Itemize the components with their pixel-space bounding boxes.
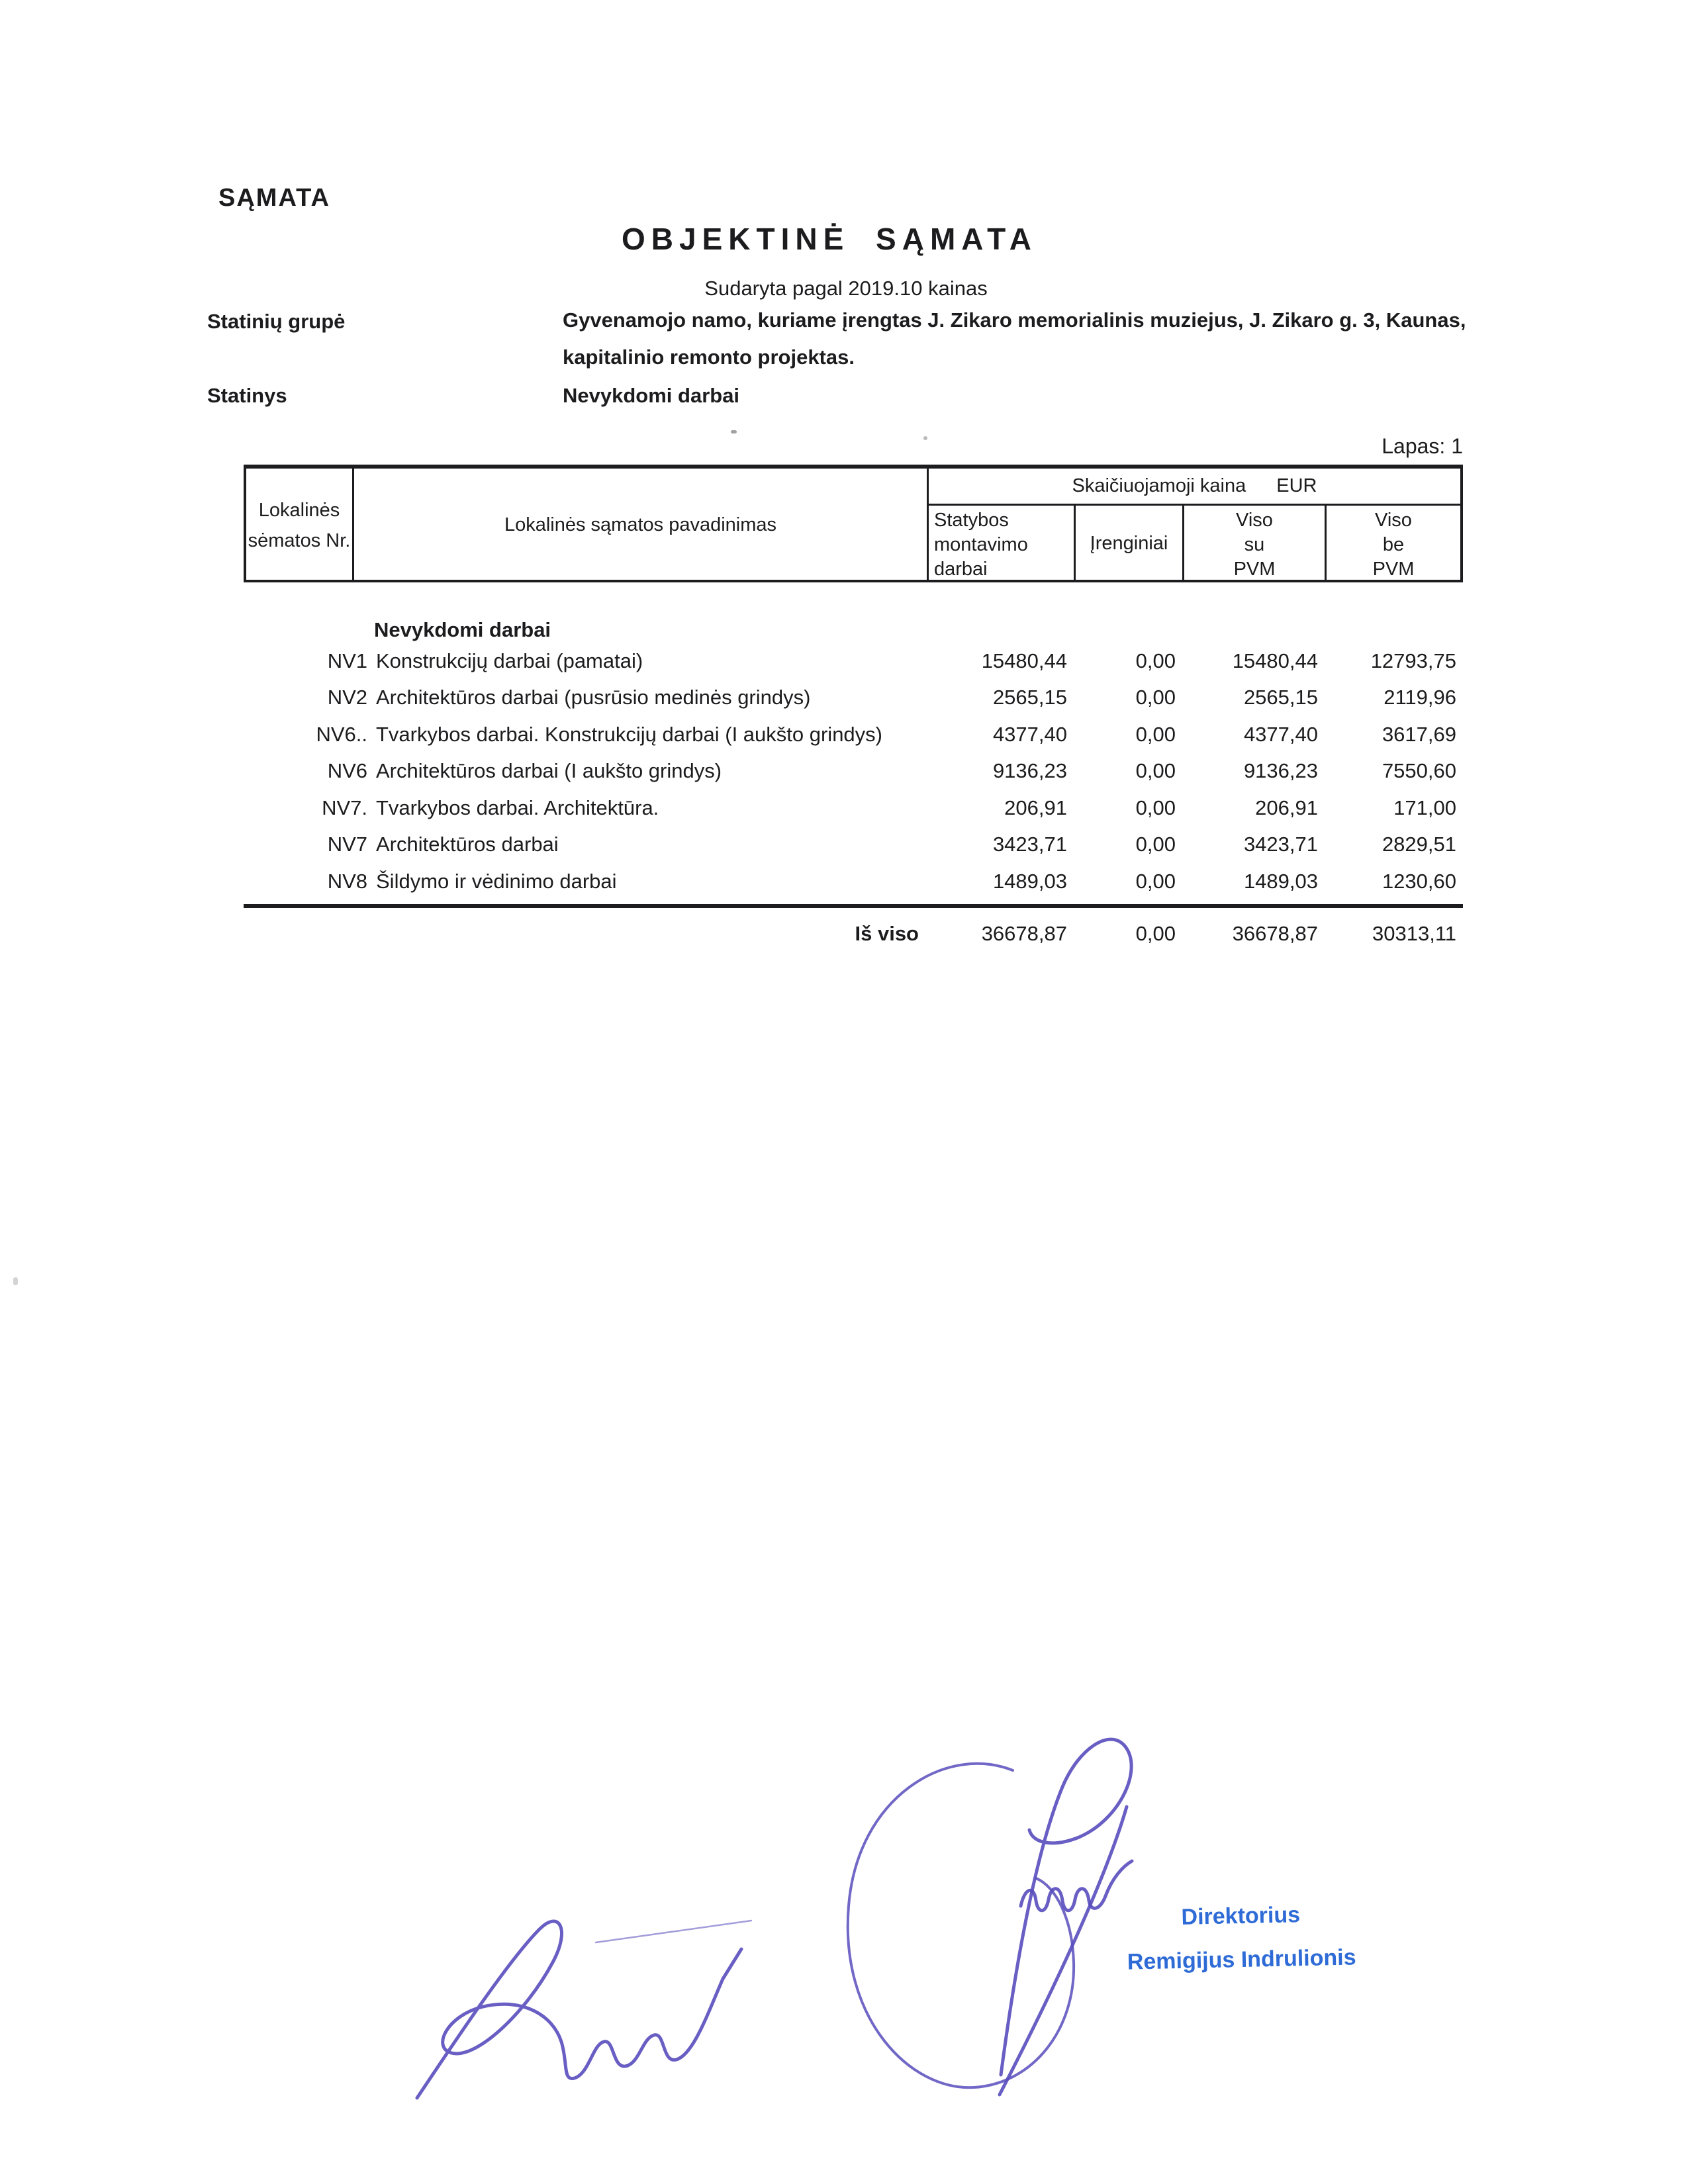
column-header-price-group [929, 469, 1460, 506]
column-header-estimate-name: Lokalinės sąmatos pavadinimas [354, 469, 929, 582]
total-equipment: 0,00 [1135, 922, 1176, 945]
totals-separator-line [244, 904, 1463, 908]
table-row [244, 684, 1463, 711]
row-title: Tvarkybos darbai. Konstrukcijų darbai (I aukšto grindys) [376, 723, 882, 746]
column-header-estimate-nr [246, 469, 354, 582]
row-nr: NV1 [327, 649, 367, 672]
director-role: Direktorius [1181, 1902, 1301, 1930]
row-nr: NV6 [327, 759, 367, 782]
row-value-equipment: 0,00 [1135, 686, 1176, 709]
row-value-equipment: 0,00 [1135, 796, 1176, 819]
construction-works-line2: montavimo [934, 534, 1028, 555]
row-value-without-vat: 171,00 [1393, 796, 1456, 819]
row-nr: NV2 [327, 686, 367, 709]
row-value-with-vat: 2565,15 [1243, 686, 1318, 709]
construction-works-line3: darbai [934, 559, 988, 580]
table-row [244, 647, 1463, 675]
total-without-vat-line3: PVM [1372, 559, 1415, 580]
row-nr: NV6.. [316, 723, 367, 746]
row-value-equipment: 0,00 [1135, 723, 1176, 746]
column-header-total-without-vat [1327, 506, 1460, 582]
row-nr: NV7. [322, 796, 367, 819]
column-header-equipment: Įrenginiai [1076, 506, 1184, 582]
section-header: Nevykdomi darbai [374, 618, 551, 641]
total-with-vat-line1: Viso [1236, 510, 1273, 531]
row-value-without-vat: 2829,51 [1382, 833, 1456, 856]
row-value-with-vat: 4377,40 [1243, 723, 1318, 746]
row-title: Architektūros darbai [376, 833, 559, 856]
total-with-vat-line2: su [1244, 534, 1265, 555]
price-group-label: Skaičiuojamoji kaina [1072, 475, 1246, 496]
row-nr: NV8 [327, 870, 367, 893]
row-value-without-vat: 12793,75 [1370, 649, 1456, 672]
signature-stamp-text [1095, 1891, 1388, 1984]
row-value-without-vat: 2119,96 [1383, 686, 1456, 709]
row-value-with-vat: 206,91 [1255, 796, 1318, 819]
row-value-with-vat: 3423,71 [1243, 833, 1318, 856]
document-type-label: SĄMATA [218, 184, 330, 212]
row-value-construction: 9136,23 [992, 759, 1067, 782]
row-nr: NV7 [327, 833, 367, 856]
scan-speck [731, 430, 737, 433]
building-group-label: Statinių grupė [207, 310, 346, 333]
building-group-value-line2: kapitalinio remonto projektas. [563, 345, 855, 369]
row-value-without-vat: 1230,60 [1382, 870, 1456, 893]
row-title: Šildymo ir vėdinimo darbai [376, 870, 617, 893]
row-title: Architektūros darbai (I aukšto grindys) [376, 759, 722, 782]
row-value-construction: 2565,15 [992, 686, 1067, 709]
total-construction: 36678,87 [981, 922, 1067, 945]
row-value-construction: 4377,40 [992, 723, 1067, 746]
scan-speck [923, 436, 927, 440]
sheet-number: Lapas: 1 [1382, 434, 1463, 458]
table-row [244, 831, 1463, 858]
table-header [244, 465, 1463, 582]
row-value-without-vat: 7550,60 [1382, 759, 1456, 782]
building-value: Nevykdomi darbai [563, 384, 740, 407]
row-value-with-vat: 15480,44 [1232, 649, 1318, 672]
row-value-without-vat: 3617,69 [1382, 723, 1456, 746]
column-header-estimate-nr-line1: Lokalinės [258, 499, 340, 521]
totals-row [244, 920, 1463, 948]
row-value-with-vat: 1489,03 [1243, 870, 1318, 893]
row-value-equipment: 0,00 [1135, 649, 1176, 672]
table-row [244, 868, 1463, 895]
building-label: Statinys [207, 384, 287, 407]
column-header-total-with-vat [1184, 506, 1327, 582]
row-value-construction: 3423,71 [992, 833, 1067, 856]
row-value-construction: 15480,44 [981, 649, 1067, 672]
row-value-equipment: 0,00 [1135, 870, 1176, 893]
signature-left [397, 1880, 755, 2111]
column-header-construction-works [929, 506, 1076, 582]
column-header-estimate-nr-line2: sėmatos Nr. [248, 529, 351, 551]
row-title: Architektūros darbai (pusrūsio medinės grindys) [376, 686, 811, 709]
total-without-vat: 30313,11 [1372, 922, 1456, 945]
total-without-vat-line2: be [1382, 534, 1405, 555]
director-name: Remigijus Indrulionis [1127, 1944, 1356, 1975]
row-value-equipment: 0,00 [1135, 833, 1176, 856]
row-value-with-vat: 9136,23 [1243, 759, 1318, 782]
currency-label: EUR [1276, 475, 1317, 496]
row-value-construction: 1489,03 [992, 870, 1067, 893]
row-title: Tvarkybos darbai. Architektūra. [376, 796, 659, 819]
table-row [244, 721, 1463, 749]
totals-label: Iš viso [855, 922, 919, 945]
row-title: Konstrukcijų darbai (pamatai) [376, 649, 643, 672]
total-with-vat: 36678,87 [1232, 922, 1318, 945]
building-group-value-line1: Gyvenamojo namo, kuriame įrengtas J. Zikaro memorialinis muziejus, J. Zikaro g. 3, Kaunas, [563, 308, 1466, 332]
total-with-vat-line3: PVM [1233, 559, 1276, 580]
total-without-vat-line1: Viso [1375, 510, 1412, 531]
scan-speck [13, 1277, 18, 1285]
table-row [244, 757, 1463, 785]
table-row [244, 794, 1463, 822]
document-subtitle: Sudaryta pagal 2019.10 kainas [704, 277, 988, 300]
row-value-equipment: 0,00 [1135, 759, 1176, 782]
construction-works-line1: Statybos [934, 510, 1009, 531]
document-title: OBJEKTINĖ SĄMATA [622, 222, 1037, 256]
row-value-construction: 206,91 [1004, 796, 1067, 819]
